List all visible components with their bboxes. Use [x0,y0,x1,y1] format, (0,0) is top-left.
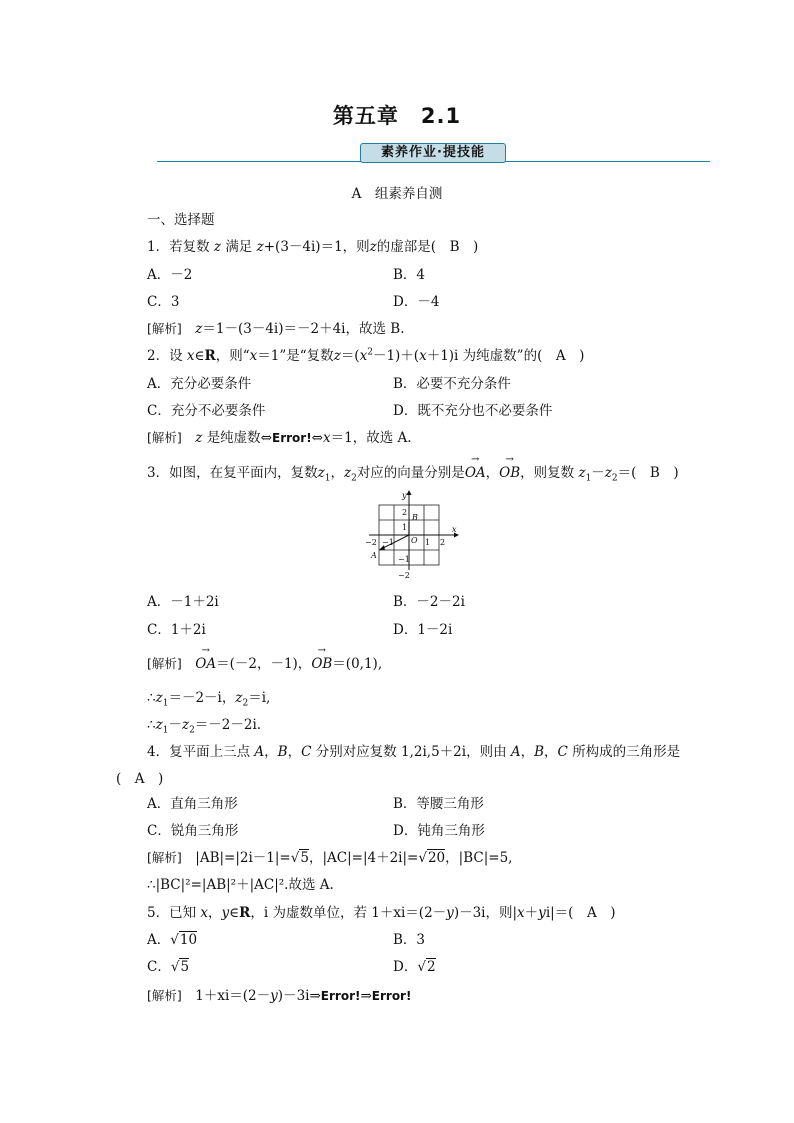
y-tick-label: −1 [398,555,410,564]
q1-option-a: A．－2 [147,267,193,283]
x-tick-label: −2 [365,538,377,547]
q1-analysis: [解析] z＝1－(3－4i)＝－2＋4i，故选 B. [147,321,405,337]
y-tick-label: −2 [398,571,410,580]
x-tick-label: −1 [382,538,394,547]
q5-option-a: A．√10 [147,932,198,948]
q3-option-b: B．－2－2i [393,594,465,610]
q1-option-d: D．－4 [393,294,440,310]
q5-option-c: C．√5 [147,959,190,975]
origin-label: O [411,536,418,545]
q5-option-d: D．√2 [393,959,436,975]
x-tick-label: 2 [440,538,446,547]
page-title: 第五章 2.1 [332,104,462,128]
q2-analysis: [解析] z 是纯虚数⇔Error!⇔x＝1，故选 A. [147,430,412,446]
q4-option-c: C．锐角三角形 [147,823,239,839]
question-4-answer: ( A ) [116,771,164,787]
q3-analysis: [解析] → OA＝(－2，－1)，→ OB＝(0,1), [147,652,382,672]
y-tick-label: 2 [402,508,408,517]
question-3-stem: 3．如图，在复平面内，复数$z_1$，$z_2$对应的向量分别是→ OA，→ OB，则复数 $z_1-z_2=$( B ) [147,461,679,484]
part-title: 一、选择题 [147,212,215,228]
q4-option-d: D．钝角三角形 [393,823,485,839]
q3-option-a: A．－1＋2i [147,594,219,610]
q3-option-d: D．1－2i [393,622,453,638]
q3-analysis-line-3: $\therefore z_1-z_2=-2-2i$. [147,717,262,736]
question-4-stem: 4．复平面上三点 A，B，C 分别对应复数 1,2i,5＋2i，则由 A，B，C 所构成的三角形是 [147,744,681,760]
y-axis-label: y [402,491,407,500]
q2-option-a: A．充分必要条件 [147,376,252,392]
x-axis-label: x [452,525,457,534]
point-b-label: B [412,513,418,522]
q5-option-b: B．3 [393,932,426,948]
section-banner: 素养作业·提技能 [360,143,506,163]
x-tick-label: 1 [425,538,431,547]
question-1-stem: 1．若复数 z 满足 z+(3－4i)＝1，则z的虚部是( B ) [147,239,479,255]
complex-plane-figure [364,490,460,582]
q2-option-d: D．既不充分也不必要条件 [393,403,553,419]
group-title: A 组素养自测 [351,186,443,202]
q5-analysis: [解析] 1＋xi＝(2－y)－3i⇒Error!⇒Error! [147,988,412,1004]
q3-analysis-line-2: $\therefore z_1=-2-i$，$z_2=i$, [147,690,271,709]
q1-option-b: B．4 [393,267,426,283]
q2-option-b: B．必要不充分条件 [393,376,511,392]
q3-option-c: C．1＋2i [147,622,206,638]
q2-option-c: C．充分不必要条件 [147,403,266,419]
point-a-label: A [371,551,377,560]
question-5-stem: 5．已知 x，y∈R，i 为虚数单位，若 1＋xi＝(2－y)－3i，则|x＋yi|＝( A ) [147,905,616,921]
q4-analysis: [解析] |AB|=|2i－1|=√5，|AC|=|4＋2i|=√20，|BC|=5, [147,850,513,866]
q4-analysis-line-2: ∴|BC|²=|AB|²＋|AC|².故选 A. [147,877,334,893]
y-tick-label: 1 [402,523,408,532]
q4-option-a: A．直角三角形 [147,796,238,812]
q1-option-c: C．3 [147,294,180,310]
question-2-stem: 2．设 x∈R，则“x＝1”是“复数$z=(x^2-1)+(x+1)i$ 为纯虚数”的( A ) [147,347,585,364]
q4-option-b: B．等腰三角形 [393,796,484,812]
